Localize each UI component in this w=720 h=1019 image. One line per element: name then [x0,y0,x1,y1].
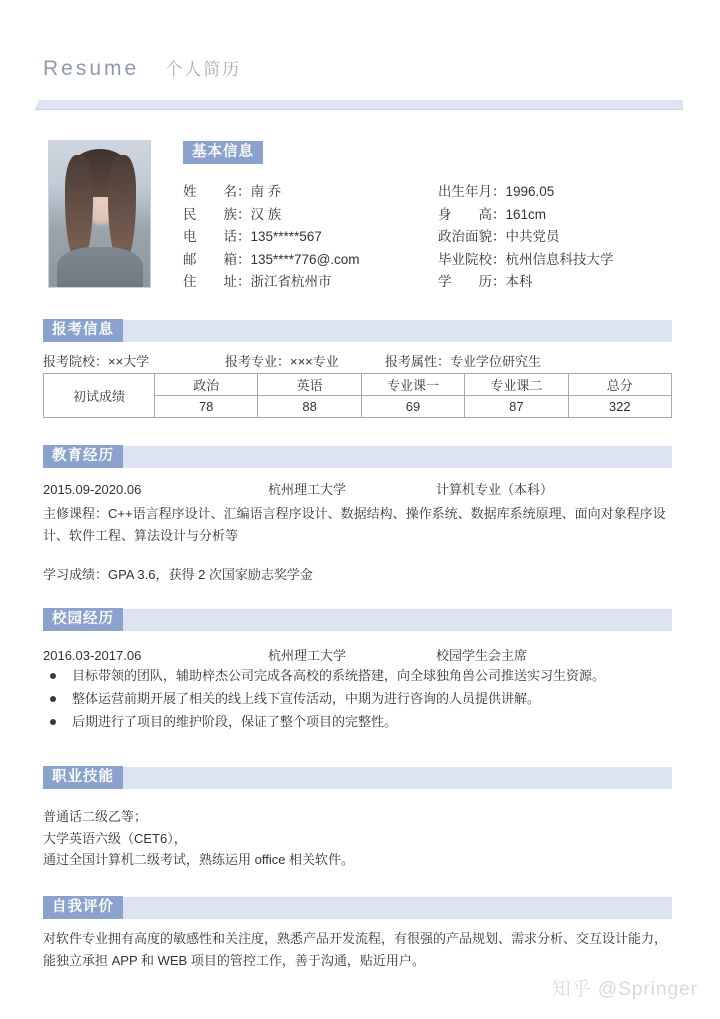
info-field-ethnicity [183,204,438,227]
section-education-header [43,446,672,468]
info-value-degree: 本科 [505,274,533,290]
education-courses: 主修课程：C++语言程序设计、汇编语言程序设计、数据结构、操作系统、数据库系统原理、面向对象程序设计、软件工程、算法设计与分析等 [43,506,666,543]
info-value-political: 中共党员 [505,229,560,245]
application-school: 报考院校：××大学 [43,354,150,369]
score-header-total: 总分 [568,374,671,396]
score-table [43,373,672,418]
info-label-ethnicity: 民 族： [183,206,251,222]
score-value-major2: 87 [465,396,568,418]
info-label-school: 毕业院校： [438,251,506,267]
section-evaluation [0,897,720,919]
skills-line-1: 普通话二级乙等； [43,809,148,824]
photo-body [57,247,143,288]
info-label-height: 身 高： [438,206,506,222]
skills-details [43,806,678,871]
info-field-degree [438,271,683,294]
info-label-email: 邮 箱： [183,251,251,267]
score-value-politics: 78 [155,396,258,418]
info-label-birth: 出生年月： [438,184,506,199]
info-field-height [438,204,683,227]
application-line [43,351,683,370]
info-value-ethnicity: 汉 族 [250,206,282,222]
section-application [0,320,720,342]
section-education-title: 教育经历 [43,445,123,468]
section-skills [0,767,720,789]
campus-heading-row [43,645,683,664]
score-header-major1: 专业课一 [361,374,464,396]
info-value-name: 南 乔 [250,184,282,199]
score-value-major1: 69 [361,396,464,418]
section-application-header [43,320,672,342]
info-value-birth: 1996.05 [505,184,555,199]
score-header-major2: 专业课二 [465,374,568,396]
table-row-headers [44,374,672,396]
list-item: 整体运营前期开展了相关的线上线下宣传活动，中期为进行咨询的人员提供讲解。 [43,687,678,710]
basic-info-grid [183,181,683,294]
list-item: 后期进行了项目的维护阶段，保证了整个项目的完整性。 [43,710,678,733]
masthead-title-cn: 个人简历 [165,60,242,79]
education-major: 计算机专业（本科） [436,482,554,497]
section-skills-title: 职业技能 [43,766,123,789]
education-period: 2015.09-2020.06 [43,482,142,497]
info-field-birth [438,181,683,204]
zhihu-watermark: 知乎 @Springer [551,979,698,1000]
info-field-political [438,226,683,249]
info-label-phone: 电 话： [183,229,251,245]
application-attribute: 报考属性：专业学位研究生 [385,354,542,369]
campus-role: 校园学生会主席 [436,648,528,663]
masthead [43,55,241,81]
info-value-school: 杭州信息科技大学 [505,251,614,267]
info-field-address [183,271,438,294]
skills-line-2: 大学英语六级（CET6）， [43,830,187,846]
info-value-address: 浙江省杭州市 [250,274,332,290]
education-school: 杭州理工大学 [268,482,347,497]
campus-period: 2016.03-2017.06 [43,648,142,663]
section-campus [0,609,720,631]
evaluation-text: 对软件专业拥有高度的敏感性和关注度，熟悉产品开发流程，有很强的产品规划、需求分析、交互设计能力，能独立承担 APP 和 WEB 项目的管控工作，善于沟通，贴近用户。 [43,931,668,968]
list-item: 目标带领的团队，辅助梓杰公司完成各高校的系统搭建，向全球独角兽公司推送实习生资源。 [43,664,678,687]
evaluation-details [43,928,678,971]
info-label-political: 政治面貌： [438,229,506,245]
section-education [0,446,720,468]
education-heading-row [43,479,683,498]
info-field-school [438,249,683,272]
campus-school: 杭州理工大学 [268,648,347,663]
education-grades: 学习成绩：GPA 3.6，获得 2 次国家励志奖学金 [43,567,313,582]
info-value-email: 135****776@.com [250,251,360,267]
info-label-name: 姓 名： [183,184,251,199]
section-application-title: 报考信息 [43,319,123,342]
campus-bullet-list [43,664,678,733]
info-value-height: 161cm [505,206,547,222]
section-campus-title: 校园经历 [43,608,123,631]
education-details [43,503,678,586]
info-value-phone: 135*****567 [250,229,322,245]
info-field-name [183,181,438,204]
skills-line-3: 通过全国计算机二级考试，熟练运用 office 相关软件。 [43,852,355,867]
info-field-phone [183,226,438,249]
section-campus-header [43,609,672,631]
score-row-label: 初试成绩 [44,374,155,418]
score-value-english: 88 [258,396,361,418]
score-value-total: 322 [568,396,671,418]
section-basic-info-header [183,142,720,164]
section-evaluation-header [43,897,672,919]
masthead-divider [35,100,683,110]
section-evaluation-title: 自我评价 [43,896,123,919]
masthead-title-en: Resume [43,57,140,80]
score-header-english: 英语 [258,374,361,396]
score-header-politics: 政治 [155,374,258,396]
info-label-degree: 学 历： [438,274,506,290]
info-label-address: 住 址： [183,274,251,290]
application-major: 报考专业：×××专业 [225,354,339,369]
section-basic-info-title: 基本信息 [183,141,263,164]
applicant-photo [48,140,151,288]
section-skills-header [43,767,672,789]
info-field-email [183,249,438,272]
